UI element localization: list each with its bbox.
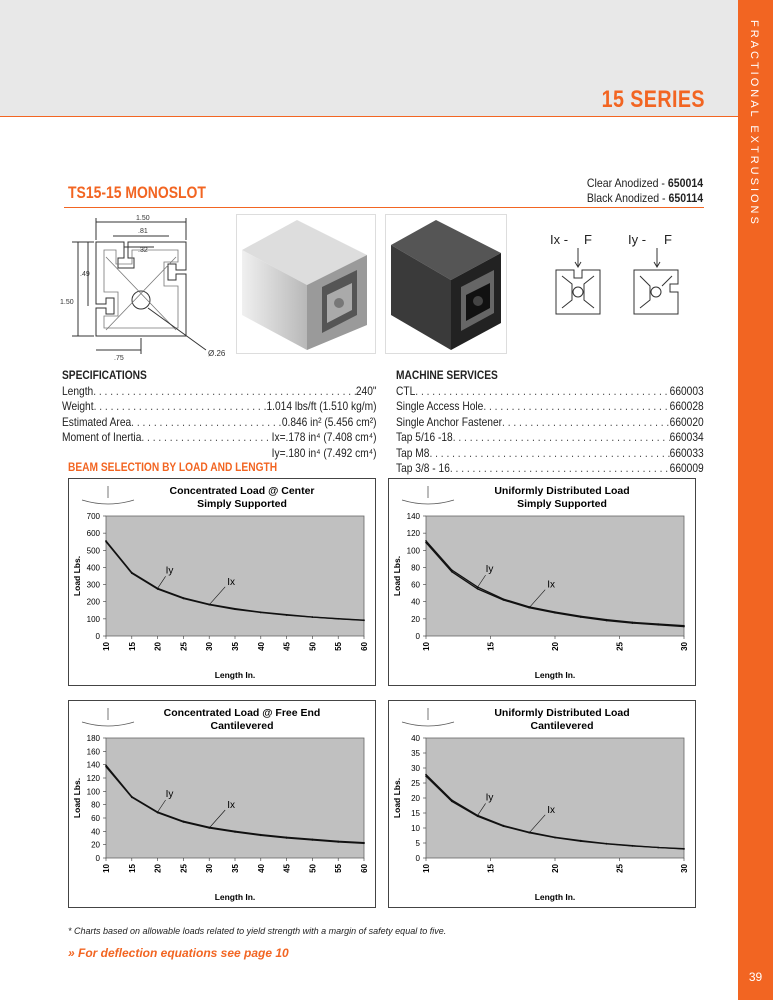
x-tick-label: 20 xyxy=(551,642,560,651)
data-point xyxy=(632,622,634,624)
dim-diameter: Ø.26 xyxy=(208,349,226,358)
iy-label: Iy - xyxy=(628,232,647,247)
data-point xyxy=(477,588,479,590)
y-tick-label: 10 xyxy=(411,824,420,833)
clear-anodized-photo xyxy=(236,214,376,354)
data-point xyxy=(183,821,185,823)
spec-row xyxy=(62,399,377,415)
data-point xyxy=(234,831,236,833)
service-row xyxy=(396,415,704,431)
x-axis-label: Length In. xyxy=(534,892,576,902)
data-point xyxy=(503,599,505,601)
side-label: FRACTIONAL EXTRUSIONS xyxy=(748,20,760,227)
chart-title: Concentrated Load @ Center xyxy=(169,485,315,497)
data-point xyxy=(425,542,427,544)
ix-label: Ix xyxy=(547,579,555,591)
data-point xyxy=(312,616,314,618)
service-label: Tap 3/8 - 16 xyxy=(396,461,450,475)
chart-title: Uniformly Distributed Load xyxy=(494,707,630,719)
x-axis-label: Length In. xyxy=(214,670,256,680)
data-point xyxy=(157,812,159,814)
spec-value: 1.014 lbs/ft (1.510 kg/m) xyxy=(266,399,377,413)
clear-label: Clear Anodized - xyxy=(586,176,668,190)
dim-top-width: 1.50 xyxy=(136,215,150,222)
y-tick-label: 20 xyxy=(91,840,100,850)
header-rule xyxy=(0,116,738,117)
y-tick-label: 100 xyxy=(86,614,100,624)
ix-label: Ix xyxy=(547,804,555,816)
data-point xyxy=(451,571,453,573)
page-number: 39 xyxy=(748,970,763,984)
service-code: 660020 xyxy=(669,414,704,429)
product-rule xyxy=(64,207,704,208)
spec-label: Estimated Area xyxy=(62,414,132,429)
y-tick-label: 120 xyxy=(406,529,420,539)
y-tick-label: 20 xyxy=(411,614,420,624)
y-tick-label: 0 xyxy=(415,854,420,863)
spec-row xyxy=(62,446,377,462)
y-tick-label: 700 xyxy=(86,512,100,521)
y-tick-label: 40 xyxy=(411,597,420,607)
chart-title: Concentrated Load @ Free End xyxy=(163,707,321,719)
iy-label: Iy xyxy=(485,792,494,804)
footnote: * Charts based on allowable loads related to yield strength with a margin of safety equal to five. xyxy=(68,926,447,936)
y-tick-label: 35 xyxy=(411,749,420,758)
x-tick-label: 55 xyxy=(334,642,344,651)
data-point xyxy=(286,837,288,839)
data-point xyxy=(683,848,685,850)
service-row xyxy=(396,461,704,477)
x-axis-label: Length In. xyxy=(214,892,256,902)
iy-label: Iy xyxy=(165,789,174,800)
service-code: 660034 xyxy=(669,430,704,444)
service-code: 660009 xyxy=(669,461,704,475)
x-tick-label: 45 xyxy=(282,642,292,651)
service-label: Tap M8 xyxy=(396,445,430,460)
x-tick-label: 60 xyxy=(360,864,369,873)
service-row xyxy=(396,446,704,462)
y-tick-label: 100 xyxy=(86,787,100,797)
y-tick-label: 80 xyxy=(91,800,100,810)
service-label: Tap 5/16 -18 xyxy=(396,430,453,444)
y-tick-label: 60 xyxy=(411,580,420,590)
spec-row xyxy=(62,430,377,446)
y-tick-label: 500 xyxy=(86,546,100,556)
data-point xyxy=(157,588,159,590)
y-tick-label: 80 xyxy=(411,563,420,573)
plot-area xyxy=(426,738,684,858)
x-tick-label: 30 xyxy=(680,864,689,873)
chart-uniform-cantilevered xyxy=(388,700,696,908)
y-axis-label: Load Lbs. xyxy=(392,777,402,819)
y-tick-label: 140 xyxy=(406,512,420,521)
y-tick-label: 100 xyxy=(406,546,420,556)
y-tick-label: 0 xyxy=(95,632,100,641)
chart-subtitle: Cantilevered xyxy=(210,720,274,732)
y-tick-label: 0 xyxy=(415,632,420,641)
machine-services-heading: MACHINE SERVICES xyxy=(396,368,498,382)
data-point xyxy=(606,620,608,622)
chart-uniform-simply xyxy=(388,478,696,686)
service-code: 660033 xyxy=(669,445,704,460)
series-title: 15 SERIES xyxy=(601,86,705,113)
data-point xyxy=(131,572,133,574)
y-tick-label: 40 xyxy=(411,734,420,743)
x-axis-label: Length In. xyxy=(534,670,576,680)
data-point xyxy=(632,845,634,847)
data-point xyxy=(657,624,659,626)
data-point xyxy=(451,801,453,803)
ix-label: Ix - xyxy=(550,232,569,247)
spec-row xyxy=(62,415,377,431)
dim-left2: 1.50 xyxy=(60,299,74,306)
y-tick-label: 600 xyxy=(86,529,100,539)
service-code: 660003 xyxy=(669,383,704,398)
y-tick-label: 180 xyxy=(86,734,100,743)
data-point xyxy=(337,618,339,620)
data-point xyxy=(683,626,685,628)
y-axis-label: Load Lbs. xyxy=(72,777,82,819)
x-tick-label: 20 xyxy=(551,864,560,873)
x-tick-label: 40 xyxy=(256,864,266,873)
spec-value-iy: Iy=.180 in⁴ (7.492 cm⁴) xyxy=(271,445,377,460)
x-tick-label: 10 xyxy=(422,642,431,651)
specifications-heading: SPECIFICATIONS xyxy=(62,368,147,382)
x-tick-label: 40 xyxy=(256,642,266,651)
chart-subtitle: Simply Supported xyxy=(197,498,287,510)
deflection-link[interactable]: » For deflection equations see page 10 xyxy=(68,946,289,960)
data-point xyxy=(183,598,185,600)
y-axis-label: Load Lbs. xyxy=(392,555,402,597)
chart-title: Uniformly Distributed Load xyxy=(494,485,630,497)
ix-label: Ix xyxy=(227,800,235,811)
data-point xyxy=(657,847,659,849)
x-tick-label: 10 xyxy=(422,864,431,873)
y-tick-label: 25 xyxy=(411,779,420,788)
data-point xyxy=(606,843,608,845)
service-row xyxy=(396,384,704,400)
y-tick-label: 120 xyxy=(86,774,100,783)
spec-value: Ix=.178 in⁴ (7.408 cm⁴) xyxy=(271,430,377,444)
y-tick-label: 15 xyxy=(411,809,420,818)
data-point xyxy=(580,840,582,842)
x-tick-label: 30 xyxy=(205,864,215,873)
x-tick-label: 20 xyxy=(153,642,163,651)
chart-subtitle: Simply Supported xyxy=(517,498,607,510)
black-label: Black Anodized - xyxy=(586,191,669,205)
data-point xyxy=(554,612,556,614)
data-point xyxy=(580,616,582,618)
iy-force-label: F xyxy=(664,232,672,247)
data-point xyxy=(503,825,505,827)
iy-label: Iy xyxy=(165,565,174,577)
chart-concentrated-center xyxy=(68,478,376,686)
data-point xyxy=(131,797,133,799)
x-tick-label: 50 xyxy=(308,864,318,873)
spec-value: 240" xyxy=(355,383,377,398)
y-tick-label: 60 xyxy=(91,814,100,823)
y-tick-label: 160 xyxy=(86,747,100,757)
data-point xyxy=(425,774,427,776)
service-row xyxy=(396,430,704,446)
x-tick-label: 15 xyxy=(486,864,496,873)
data-point xyxy=(286,614,288,616)
y-tick-label: 300 xyxy=(86,580,100,590)
x-tick-label: 25 xyxy=(179,642,189,651)
data-point xyxy=(363,843,365,845)
data-point xyxy=(425,540,427,542)
black-anodized-photo xyxy=(385,214,507,354)
data-point xyxy=(260,835,262,837)
specifications xyxy=(62,368,377,461)
y-tick-label: 30 xyxy=(411,764,420,773)
data-point xyxy=(363,620,365,622)
data-point xyxy=(554,837,556,839)
x-tick-label: 50 xyxy=(308,642,318,651)
x-tick-label: 20 xyxy=(153,864,163,873)
dimension-drawing xyxy=(58,212,238,362)
machine-services xyxy=(396,368,704,477)
ix-force-label: F xyxy=(584,232,592,247)
y-axis-label: Load Lbs. xyxy=(72,555,82,597)
y-tick-label: 40 xyxy=(91,827,100,837)
spec-value: 0.846 in² (5.456 cm²) xyxy=(281,414,377,429)
x-tick-label: 25 xyxy=(615,864,625,873)
x-tick-label: 10 xyxy=(102,642,111,651)
moment-diagrams xyxy=(544,228,704,328)
ix-label: Ix xyxy=(227,576,235,588)
y-tick-label: 400 xyxy=(86,563,100,573)
service-label: Single Anchor Fastener xyxy=(396,414,503,429)
x-tick-label: 60 xyxy=(360,642,369,651)
x-tick-label: 45 xyxy=(282,864,292,873)
x-tick-label: 55 xyxy=(334,864,344,873)
data-point xyxy=(105,541,107,543)
x-tick-label: 15 xyxy=(486,642,496,651)
clear-code: 650014 xyxy=(667,176,703,190)
beam-selection-title: BEAM SELECTION BY LOAD AND LENGTH xyxy=(68,460,278,474)
y-tick-label: 0 xyxy=(95,854,100,863)
service-label: CTL xyxy=(396,383,416,398)
service-label: Single Access Hole xyxy=(396,399,484,413)
service-code: 660028 xyxy=(669,399,704,413)
x-tick-label: 25 xyxy=(615,642,625,651)
data-point xyxy=(312,839,314,841)
data-point xyxy=(260,612,262,614)
x-tick-label: 15 xyxy=(127,642,137,651)
spec-row xyxy=(62,384,377,400)
x-tick-label: 10 xyxy=(102,864,111,873)
chart-concentrated-free-end xyxy=(68,700,376,908)
chart-subtitle: Cantilevered xyxy=(530,720,594,732)
data-point xyxy=(337,841,339,843)
spec-label: Weight xyxy=(62,399,94,413)
x-tick-label: 30 xyxy=(680,642,689,651)
plot-area xyxy=(426,516,684,636)
y-tick-label: 140 xyxy=(86,760,100,770)
x-tick-label: 30 xyxy=(205,642,215,651)
part-numbers xyxy=(587,176,703,206)
dim-d2: .32 xyxy=(138,247,148,254)
data-point xyxy=(234,608,236,610)
x-tick-label: 25 xyxy=(179,864,189,873)
y-tick-label: 200 xyxy=(86,597,100,607)
service-row xyxy=(396,399,704,415)
dim-bottom: .75 xyxy=(114,355,124,362)
x-tick-label: 35 xyxy=(231,642,240,651)
data-point xyxy=(105,766,107,768)
data-point xyxy=(425,775,427,777)
black-code: 650114 xyxy=(668,191,703,205)
y-tick-label: 20 xyxy=(411,794,420,803)
y-tick-label: 5 xyxy=(415,839,420,848)
dim-d1: .81 xyxy=(138,228,148,235)
spec-label: Moment of Inertia xyxy=(62,430,142,444)
iy-label: Iy xyxy=(485,564,494,576)
spec-label: Length xyxy=(62,383,94,398)
product-title: TS15-15 MONOSLOT xyxy=(68,183,206,202)
dim-left1: .49 xyxy=(80,271,90,278)
data-point xyxy=(477,816,479,818)
x-tick-label: 15 xyxy=(127,864,137,873)
x-tick-label: 35 xyxy=(231,864,240,873)
